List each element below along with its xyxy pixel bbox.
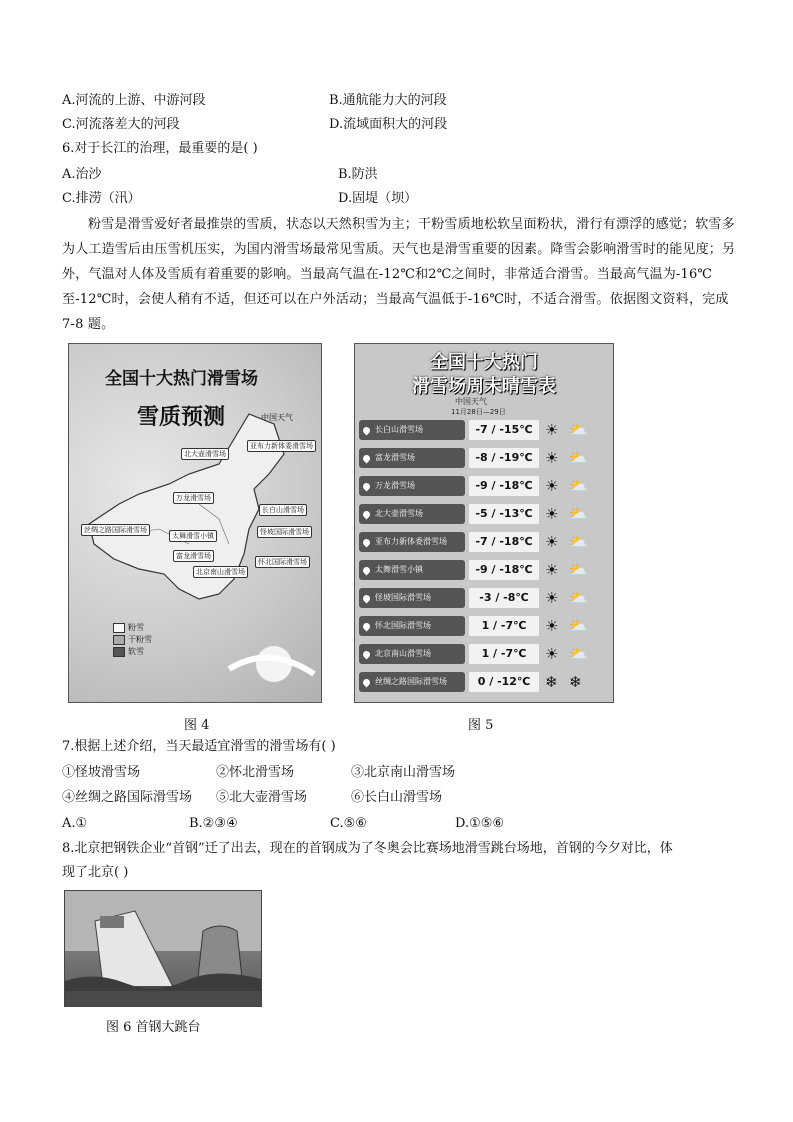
weather-icon-day2: ❄ <box>569 673 582 691</box>
forecast-row <box>359 670 609 694</box>
location-pin-icon <box>362 454 372 464</box>
weather-icon-day1: ☀ <box>545 645 559 663</box>
forecast-resort-name <box>359 532 465 552</box>
forecast-temperature: 0 / -12℃ <box>469 672 539 692</box>
location-pin-icon <box>362 650 372 660</box>
resort-name-text: 北京南山滑雪场 <box>375 649 431 658</box>
forecast-resort-name <box>359 420 465 440</box>
resort-name-text: 亚布力新体委滑雪场 <box>375 537 447 546</box>
figure4-caption: 图 4 <box>184 718 210 733</box>
map-label-huaibei: 怀北国际滑雪场 <box>255 556 310 568</box>
reading-passage: 粉雪是滑雪爱好者最推崇的雪质，状态以天然积雪为主；干粉雪质地松软呈面粉状，滑行有漂浮的感觉；软雪多为人工造雪后由压雪机压实，为国内滑雪场最常见雪质。天气也是滑雪重要的因素。降雪会影响滑雪时的能见度；另外，气温对人体及雪质有着重要的影响。当最高气温在-12℃和2℃之间时，非常适合滑雪。当最高气温为-16℃至-12℃时，会使人稍有不适，但还可以在户外活动；当最高气温低于-16℃时，不适合滑雪。依据图文资料，完成 7-8 题。 <box>62 217 736 332</box>
weather-icon-day2: ⛅ <box>569 617 588 635</box>
resort-name-text: 太舞滑雪小镇 <box>375 565 423 574</box>
weather-icon-day2: ⛅ <box>569 477 588 495</box>
forecast-row <box>359 502 609 526</box>
location-pin-icon <box>362 482 372 492</box>
figure4-title-line1: 全国十大热门滑雪场 <box>105 369 258 389</box>
q7-option-d: D.①⑤⑥ <box>455 816 505 831</box>
forecast-temperature: -9 / -18℃ <box>469 560 539 580</box>
map-label-wanlong: 万龙滑雪场 <box>173 492 214 504</box>
forecast-temperature: -3 / -8℃ <box>469 588 539 608</box>
q6-option-d: D.固堤（坝） <box>338 191 418 206</box>
figure5-forecast-table <box>354 343 614 703</box>
forecast-resort-name <box>359 616 465 636</box>
figure5-brand: 中国天气 <box>455 397 487 406</box>
weather-icon-day1: ☀ <box>545 561 559 579</box>
forecast-resort-name <box>359 476 465 496</box>
map-label-yabuli: 亚布力新体委滑雪场 <box>247 440 316 452</box>
figure6-caption: 图 6 首钢大跳台 <box>106 1020 201 1035</box>
map-label-changbaishan: 长白山滑雪场 <box>259 504 307 516</box>
forecast-temperature: 1 / -7℃ <box>469 644 539 664</box>
q6-option-b: B.防洪 <box>338 167 378 182</box>
forecast-temperature: -9 / -18℃ <box>469 476 539 496</box>
forecast-resort-name <box>359 588 465 608</box>
q7-item-5: ⑤北大壶滑雪场 <box>216 790 308 805</box>
weather-icon-day2: ⛅ <box>569 589 588 607</box>
location-pin-icon <box>362 510 372 520</box>
weather-icon-day2: ⛅ <box>569 421 588 439</box>
figure6-photo-shougang-big-air <box>64 890 262 1007</box>
q7-item-4: ④丝绸之路国际滑雪场 <box>62 790 193 805</box>
q7-option-b: B.②③④ <box>189 816 238 831</box>
resort-name-text: 长白山滑雪场 <box>375 425 423 434</box>
map-label-silkroad: 丝绸之路国际滑雪场 <box>81 524 150 536</box>
forecast-row <box>359 418 609 442</box>
location-pin-icon <box>362 622 372 632</box>
q7-option-a: A.① <box>62 816 88 831</box>
photo-scene <box>65 891 261 1006</box>
weather-icon-day1: ☀ <box>545 589 559 607</box>
forecast-resort-name <box>359 644 465 664</box>
weather-icon-day2: ⛅ <box>569 645 588 663</box>
map-label-taiwu: 太舞滑雪小镇 <box>169 530 217 542</box>
forecast-row <box>359 474 609 498</box>
q7-item-3: ③北京南山滑雪场 <box>351 765 456 780</box>
weather-icon-day2: ⛅ <box>569 449 588 467</box>
china-map-outline <box>69 344 321 702</box>
forecast-row <box>359 642 609 666</box>
resort-name-text: 富龙滑雪场 <box>375 453 415 462</box>
forecast-row <box>359 586 609 610</box>
weather-icon-day2: ⛅ <box>569 561 588 579</box>
forecast-resort-name <box>359 560 465 580</box>
forecast-temperature: -7 / -15℃ <box>469 420 539 440</box>
q5-option-b: B.通航能力大的河段 <box>329 93 447 108</box>
forecast-temperature: -5 / -13℃ <box>469 504 539 524</box>
figure5-title-line1: 全国十大热门 <box>430 352 538 373</box>
forecast-row <box>359 614 609 638</box>
forecast-resort-name <box>359 672 465 692</box>
forecast-row <box>359 530 609 554</box>
resort-name-text: 怀北国际滑雪场 <box>375 621 431 630</box>
q7-item-6: ⑥长白山滑雪场 <box>351 790 443 805</box>
q7-option-c: C.⑤⑥ <box>330 816 367 831</box>
location-pin-icon <box>362 678 372 688</box>
weather-icon-day2: ⛅ <box>569 533 588 551</box>
q5-option-d: D.流域面积大的河段 <box>329 117 448 132</box>
q6-option-a: A.治沙 <box>62 167 102 182</box>
location-pin-icon <box>362 426 372 436</box>
q6-option-c: C.排涝（汛） <box>62 191 141 206</box>
resort-name-text: 怪坡国际滑雪场 <box>375 593 431 602</box>
forecast-row <box>359 558 609 582</box>
q7-stem: 7.根据上述介绍，当天最适宜滑雪的滑雪场有( ) <box>62 739 336 754</box>
figure5-title-line2: 滑雪场周末晴雪表 <box>412 376 556 397</box>
q7-item-2: ②怀北滑雪场 <box>216 765 295 780</box>
map-label-nanshan: 北京南山滑雪场 <box>193 566 248 578</box>
figure4-legend <box>113 622 152 658</box>
forecast-resort-name <box>359 504 465 524</box>
figure5-caption: 图 5 <box>468 718 494 733</box>
q8-stem-line1: 8.北京把钢铁企业“首钢”迁了出去，现在的首钢成为了冬奥会比赛场地滑雪跳台场地，首钢的今夕对比，体 <box>62 841 673 856</box>
q7-item-1: ①怪坡滑雪场 <box>62 765 141 780</box>
weather-icon-day1: ☀ <box>545 421 559 439</box>
q5-option-a: A.河流的上游、中游河段 <box>62 93 206 108</box>
weather-icon-day1: ❄ <box>545 673 558 691</box>
location-pin-icon <box>362 538 372 548</box>
q5-option-c: C.河流落差大的河段 <box>62 117 180 132</box>
figure5-date: 11月28日—29日 <box>451 408 506 416</box>
weather-icon-day1: ☀ <box>545 477 559 495</box>
legend-dry-powder-snow: 干粉雪 <box>128 635 152 644</box>
forecast-temperature: -7 / -18℃ <box>469 532 539 552</box>
map-label-guaipo: 怪坡国际滑雪场 <box>257 526 312 538</box>
weather-icon-day1: ☀ <box>545 533 559 551</box>
resort-name-text: 北大壶滑雪场 <box>375 509 423 518</box>
weather-icon-day2: ⛅ <box>569 505 588 523</box>
location-pin-icon <box>362 594 372 604</box>
weather-icon-day1: ☀ <box>545 505 559 523</box>
legend-soft-snow: 软雪 <box>128 647 144 656</box>
q6-stem: 6.对于长江的治理，最重要的是( ) <box>62 141 258 156</box>
legend-powder-snow: 粉雪 <box>128 623 144 632</box>
q8-stem-line2: 现了北京( ) <box>62 865 129 880</box>
forecast-resort-name <box>359 448 465 468</box>
map-label-beidahu: 北大壶滑雪场 <box>181 448 229 460</box>
location-pin-icon <box>362 566 372 576</box>
forecast-temperature: -8 / -19℃ <box>469 448 539 468</box>
resort-name-text: 丝绸之路国际滑雪场 <box>375 677 447 686</box>
forecast-temperature: 1 / -7℃ <box>469 616 539 636</box>
figure4-snow-map <box>68 343 322 703</box>
weather-icon-day1: ☀ <box>545 449 559 467</box>
figure4-title-line2: 雪质预测 <box>137 405 226 430</box>
weather-icon-day1: ☀ <box>545 617 559 635</box>
figure4-brand: 中国天气 <box>261 413 293 422</box>
map-label-fulong: 富龙滑雪场 <box>173 550 214 562</box>
forecast-row <box>359 446 609 470</box>
resort-name-text: 万龙滑雪场 <box>375 481 415 490</box>
